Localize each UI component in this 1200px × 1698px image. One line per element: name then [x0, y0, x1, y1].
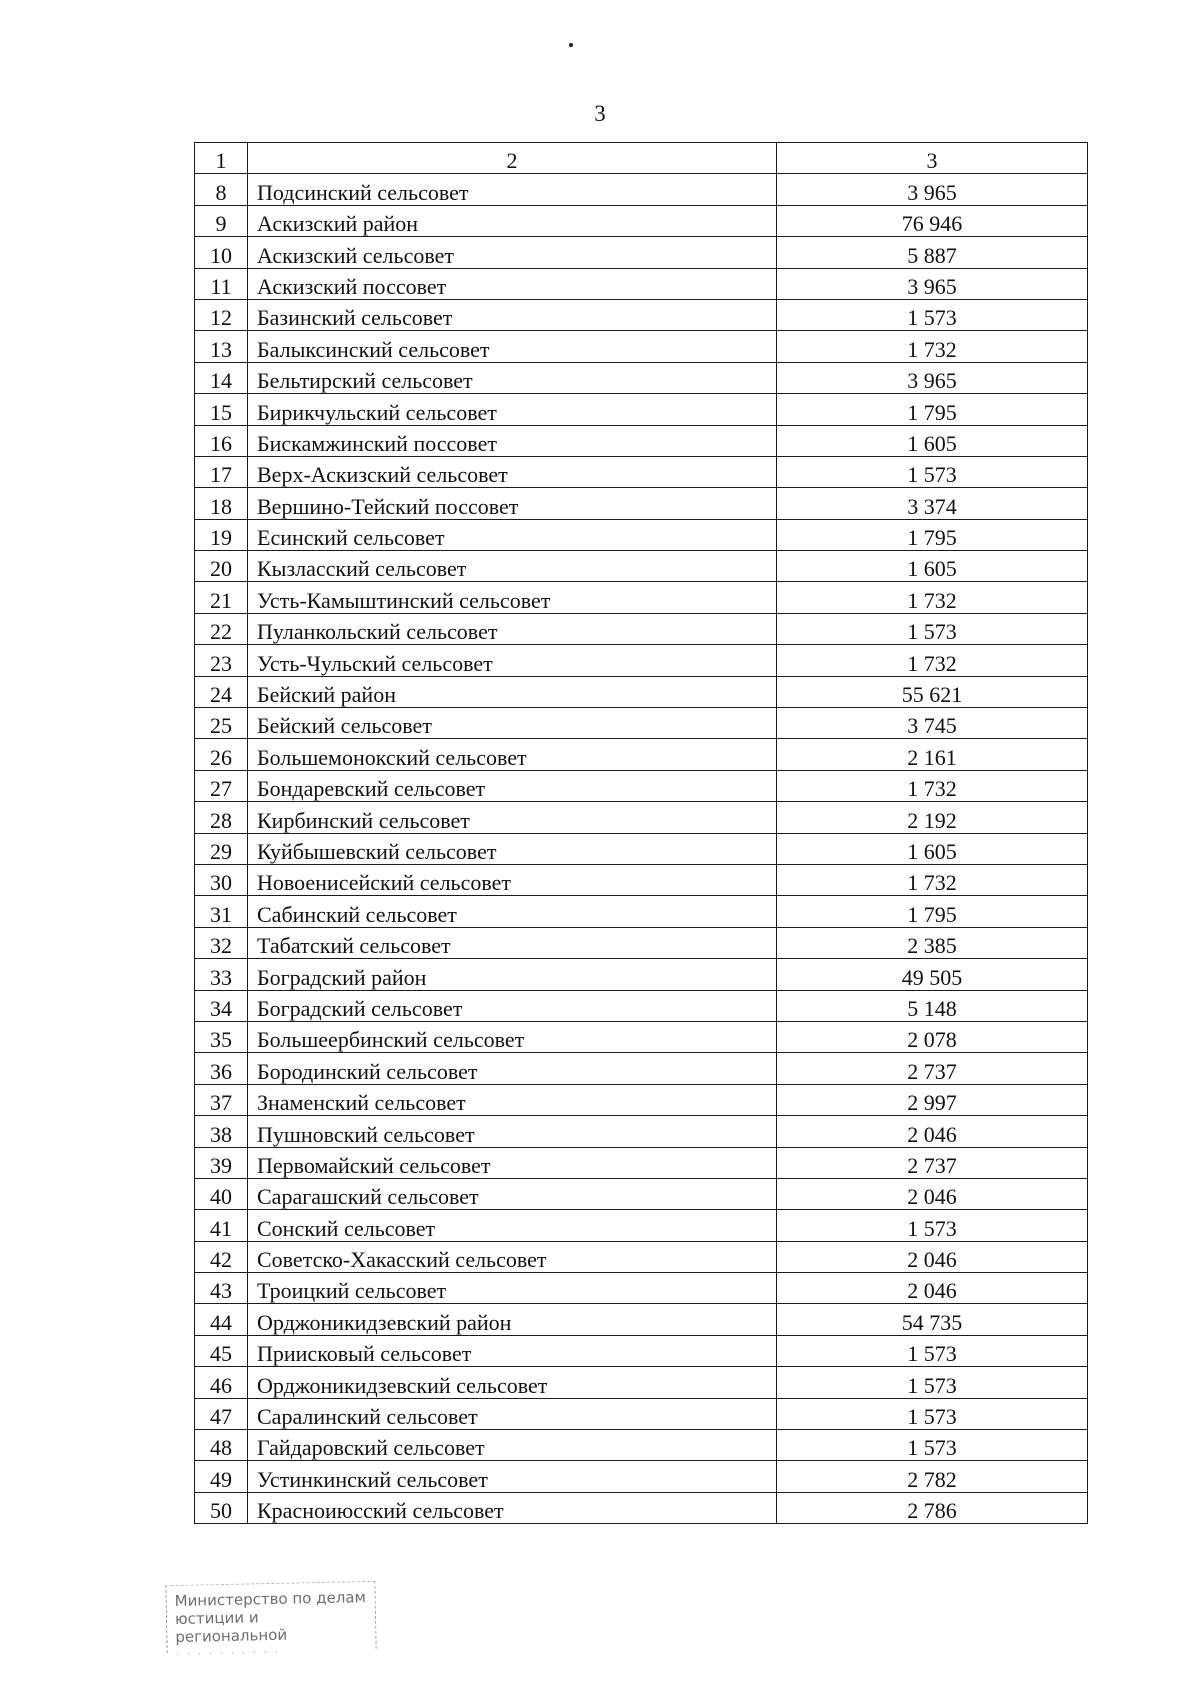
row-name: Базинский сельсовет [248, 299, 777, 330]
row-value: 5 887 [777, 237, 1088, 268]
row-value: 3 745 [777, 708, 1088, 739]
row-number: 24 [195, 676, 248, 707]
table-row [195, 268, 1088, 299]
row-value: 2 786 [777, 1492, 1088, 1523]
table-row [195, 456, 1088, 487]
table-row [195, 488, 1088, 519]
row-value: 2 997 [777, 1084, 1088, 1115]
row-name: Бирикчульский сельсовет [248, 394, 777, 425]
row-value: 1 795 [777, 519, 1088, 550]
table-row [195, 1367, 1088, 1398]
table-row [195, 394, 1088, 425]
table-row [195, 205, 1088, 236]
table-row [195, 864, 1088, 895]
row-number: 21 [195, 582, 248, 613]
header-col-2: 2 [248, 143, 777, 174]
row-name: Усть-Чульский сельсовет [248, 645, 777, 676]
table-row [195, 770, 1088, 801]
row-name: Куйбышевский сельсовет [248, 833, 777, 864]
row-value: 1 573 [777, 299, 1088, 330]
row-name: Боградский район [248, 959, 777, 990]
row-name: Красноиюсский сельсовет [248, 1492, 777, 1523]
row-name: Устинкинский сельсовет [248, 1461, 777, 1492]
row-value: 1 573 [777, 1367, 1088, 1398]
row-name: Боградский сельсовет [248, 990, 777, 1021]
allocation-table [194, 142, 1088, 1524]
table-row [195, 708, 1088, 739]
table-row [195, 174, 1088, 205]
row-number: 9 [195, 205, 248, 236]
row-value: 2 046 [777, 1273, 1088, 1304]
row-value: 3 965 [777, 362, 1088, 393]
row-value: 1 573 [777, 456, 1088, 487]
row-number: 48 [195, 1430, 248, 1461]
row-number: 10 [195, 237, 248, 268]
row-number: 34 [195, 990, 248, 1021]
row-value: 2 385 [777, 927, 1088, 958]
row-number: 50 [195, 1492, 248, 1523]
row-value: 1 573 [777, 1210, 1088, 1241]
row-number: 20 [195, 551, 248, 582]
header-col-1: 1 [195, 143, 248, 174]
row-name: Первомайский сельсовет [248, 1147, 777, 1178]
table-row [195, 959, 1088, 990]
scan-speck [569, 43, 573, 47]
table-row [195, 1053, 1088, 1084]
row-name: Усть-Камыштинский сельсовет [248, 582, 777, 613]
row-value: 2 161 [777, 739, 1088, 770]
row-name: Вершино-Тейский поссовет [248, 488, 777, 519]
table-row [195, 1492, 1088, 1523]
row-number: 49 [195, 1461, 248, 1492]
row-number: 44 [195, 1304, 248, 1335]
row-number: 22 [195, 613, 248, 644]
row-value: 1 605 [777, 551, 1088, 582]
stamp-line-1: Министерство по делам [174, 1588, 366, 1611]
table-row [195, 1084, 1088, 1115]
row-name: Саралинский сельсовет [248, 1398, 777, 1429]
row-name: Орджоникидзевский район [248, 1304, 777, 1335]
row-name: Большемонокский сельсовет [248, 739, 777, 770]
row-name: Бейский сельсовет [248, 708, 777, 739]
table-row [195, 1335, 1088, 1366]
row-value: 76 946 [777, 205, 1088, 236]
table-row [195, 833, 1088, 864]
row-number: 47 [195, 1398, 248, 1429]
row-name: Орджоникидзевский сельсовет [248, 1367, 777, 1398]
row-value: 49 505 [777, 959, 1088, 990]
row-number: 31 [195, 896, 248, 927]
row-value: 1 605 [777, 425, 1088, 456]
row-number: 29 [195, 833, 248, 864]
row-name: Пушновский сельсовет [248, 1116, 777, 1147]
row-value: 55 621 [777, 676, 1088, 707]
row-name: Верх-Аскизский сельсовет [248, 456, 777, 487]
row-number: 16 [195, 425, 248, 456]
table-row [195, 1304, 1088, 1335]
table-row [195, 1116, 1088, 1147]
table-row [195, 1430, 1088, 1461]
row-number: 43 [195, 1273, 248, 1304]
row-name: Бельтирский сельсовет [248, 362, 777, 393]
row-value: 1 732 [777, 770, 1088, 801]
row-value: 1 795 [777, 394, 1088, 425]
row-value: 1 573 [777, 613, 1088, 644]
row-number: 14 [195, 362, 248, 393]
row-name: Аскизский район [248, 205, 777, 236]
row-value: 1 795 [777, 896, 1088, 927]
row-name: Гайдаровский сельсовет [248, 1430, 777, 1461]
stamp-line-3: · · · · · · · · · · [175, 1645, 281, 1662]
row-name: Табатский сельсовет [248, 927, 777, 958]
row-name: Бейский район [248, 676, 777, 707]
row-name: Новоенисейский сельсовет [248, 864, 777, 895]
table-row [195, 331, 1088, 362]
row-value: 2 737 [777, 1147, 1088, 1178]
row-number: 25 [195, 708, 248, 739]
row-number: 46 [195, 1367, 248, 1398]
row-name: Бондаревский сельсовет [248, 770, 777, 801]
row-number: 30 [195, 864, 248, 895]
row-number: 23 [195, 645, 248, 676]
table-row [195, 1273, 1088, 1304]
table-row [195, 990, 1088, 1021]
table-row [195, 1021, 1088, 1052]
row-value: 1 732 [777, 331, 1088, 362]
table-row [195, 927, 1088, 958]
table-row [195, 1210, 1088, 1241]
row-value: 54 735 [777, 1304, 1088, 1335]
row-name: Есинский сельсовет [248, 519, 777, 550]
row-value: 1 605 [777, 833, 1088, 864]
row-number: 45 [195, 1335, 248, 1366]
table-row [195, 299, 1088, 330]
table-row [195, 582, 1088, 613]
row-value: 2 046 [777, 1116, 1088, 1147]
row-name: Большеербинский сельсовет [248, 1021, 777, 1052]
table-row [195, 1178, 1088, 1209]
row-value: 2 046 [777, 1178, 1088, 1209]
row-name: Пуланкольский сельсовет [248, 613, 777, 644]
row-value: 5 148 [777, 990, 1088, 1021]
row-number: 37 [195, 1084, 248, 1115]
row-name: Аскизский сельсовет [248, 237, 777, 268]
row-name: Кирбинский сельсовет [248, 802, 777, 833]
row-value: 3 965 [777, 174, 1088, 205]
row-value: 1 573 [777, 1430, 1088, 1461]
row-number: 38 [195, 1116, 248, 1147]
row-value: 1 732 [777, 582, 1088, 613]
table-row [195, 519, 1088, 550]
row-number: 41 [195, 1210, 248, 1241]
row-name: Сабинский сельсовет [248, 896, 777, 927]
stamp-line-2: юстиции и региональной [174, 1608, 288, 1647]
table-row [195, 425, 1088, 456]
table-row [195, 1241, 1088, 1272]
row-number: 33 [195, 959, 248, 990]
table-row [195, 739, 1088, 770]
registration-stamp [165, 1581, 376, 1662]
row-number: 26 [195, 739, 248, 770]
table-row [195, 676, 1088, 707]
row-number: 36 [195, 1053, 248, 1084]
row-value: 2 078 [777, 1021, 1088, 1052]
row-number: 42 [195, 1241, 248, 1272]
row-number: 40 [195, 1178, 248, 1209]
table-row [195, 896, 1088, 927]
table-row [195, 1461, 1088, 1492]
header-col-3: 3 [777, 143, 1088, 174]
table-row [195, 645, 1088, 676]
row-value: 1 573 [777, 1335, 1088, 1366]
row-number: 17 [195, 456, 248, 487]
row-name: Сонский сельсовет [248, 1210, 777, 1241]
table-row [195, 613, 1088, 644]
row-name: Балыксинский сельсовет [248, 331, 777, 362]
row-value: 2 782 [777, 1461, 1088, 1492]
row-value: 1 573 [777, 1398, 1088, 1429]
row-name: Сарагашский сельсовет [248, 1178, 777, 1209]
row-number: 35 [195, 1021, 248, 1052]
row-number: 11 [195, 268, 248, 299]
row-value: 1 732 [777, 645, 1088, 676]
row-name: Бискамжинский поссовет [248, 425, 777, 456]
row-value: 2 192 [777, 802, 1088, 833]
row-name: Аскизский поссовет [248, 268, 777, 299]
row-number: 12 [195, 299, 248, 330]
table-row [195, 237, 1088, 268]
row-name: Кызласский сельсовет [248, 551, 777, 582]
row-value: 1 732 [777, 864, 1088, 895]
row-number: 27 [195, 770, 248, 801]
row-value: 3 374 [777, 488, 1088, 519]
page-number: 3 [594, 101, 606, 126]
row-number: 18 [195, 488, 248, 519]
row-value: 2 046 [777, 1241, 1088, 1272]
table-header-row [195, 143, 1088, 174]
row-number: 19 [195, 519, 248, 550]
row-name: Троицкий сельсовет [248, 1273, 777, 1304]
table-row [195, 362, 1088, 393]
row-number: 39 [195, 1147, 248, 1178]
row-number: 28 [195, 802, 248, 833]
row-name: Подсинский сельсовет [248, 174, 777, 205]
row-number: 15 [195, 394, 248, 425]
row-value: 2 737 [777, 1053, 1088, 1084]
row-number: 8 [195, 174, 248, 205]
table-row [195, 1398, 1088, 1429]
row-name: Приисковый сельсовет [248, 1335, 777, 1366]
row-name: Бородинский сельсовет [248, 1053, 777, 1084]
row-number: 32 [195, 927, 248, 958]
table-row [195, 551, 1088, 582]
table-row [195, 802, 1088, 833]
row-value: 3 965 [777, 268, 1088, 299]
row-name: Знаменский сельсовет [248, 1084, 777, 1115]
row-number: 13 [195, 331, 248, 362]
table-row [195, 1147, 1088, 1178]
row-name: Советско-Хакасский сельсовет [248, 1241, 777, 1272]
